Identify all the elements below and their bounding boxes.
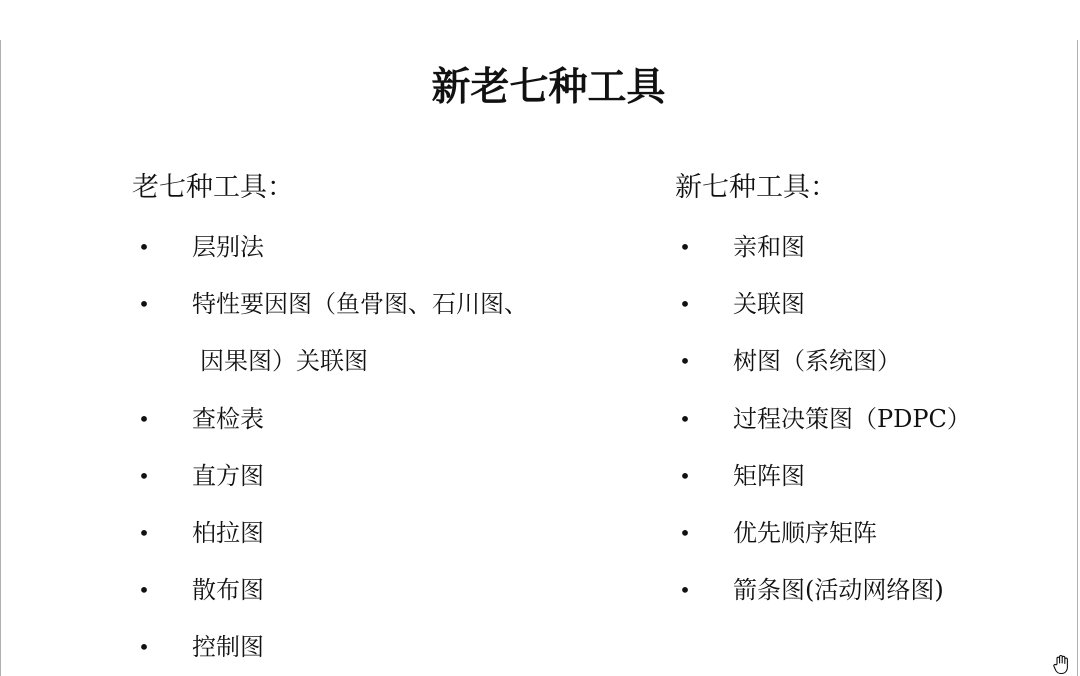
list-item-label: 过程决策图（PDPC） xyxy=(733,404,971,433)
bullet-icon: • xyxy=(679,235,691,259)
list-item-label: 树图（系统图） xyxy=(733,347,901,376)
list-item-label: 直方图 xyxy=(192,461,264,490)
page-title: 新老七种工具 xyxy=(431,65,666,110)
bullet-icon: • xyxy=(138,406,150,431)
list-item-label: 矩阵图 xyxy=(733,461,805,490)
list-item-label: 层别法 xyxy=(192,233,264,261)
bullet-icon: • xyxy=(138,578,150,603)
bullet-icon: • xyxy=(138,292,150,317)
list-item-label: 关联图 xyxy=(733,290,805,319)
bullet-icon: • xyxy=(138,520,150,545)
list-item xyxy=(134,287,614,344)
list-item xyxy=(134,573,614,630)
list-item-label: 箭条图(活动网络图) xyxy=(733,576,944,605)
page-right-border xyxy=(1077,40,1078,676)
list-item xyxy=(675,459,1055,516)
list-item xyxy=(675,230,1055,287)
hand-pointer-icon xyxy=(1051,653,1073,675)
list-item xyxy=(134,630,614,676)
list-item-label: 散布图 xyxy=(192,576,264,605)
list-item xyxy=(134,516,614,573)
bullet-icon: • xyxy=(679,463,691,488)
bullet-icon: • xyxy=(679,406,691,431)
bullet-icon: • xyxy=(138,463,150,488)
list-item-label: 柏拉图 xyxy=(192,518,264,547)
new-tools-heading: 新七种工具： xyxy=(675,172,837,203)
old-tools-list xyxy=(134,230,614,676)
list-item xyxy=(134,459,614,516)
bullet-icon: • xyxy=(138,635,150,660)
list-item-label: 查检表 xyxy=(192,404,264,433)
list-item xyxy=(675,344,1055,401)
list-item-label: 特性要因图（鱼骨图、石川图、 xyxy=(192,290,528,319)
list-item xyxy=(675,573,1055,630)
bullet-icon: • xyxy=(138,235,150,259)
bullet-icon: • xyxy=(679,349,691,374)
old-tools-heading: 老七种工具： xyxy=(132,172,294,203)
list-item xyxy=(134,230,614,287)
list-item-continuation xyxy=(134,344,614,401)
list-item xyxy=(675,402,1055,459)
list-item xyxy=(134,402,614,459)
list-item-label: 亲和图 xyxy=(733,233,805,261)
bullet-icon: • xyxy=(679,292,691,317)
page-left-border xyxy=(0,40,1,676)
list-item-label: 优先顺序矩阵 xyxy=(733,518,877,547)
list-item-label: 因果图）关联图 xyxy=(200,347,368,376)
bullet-icon: • xyxy=(679,520,691,545)
list-item xyxy=(675,516,1055,573)
list-item xyxy=(675,287,1055,344)
bullet-icon: • xyxy=(679,578,691,603)
list-item-label: 控制图 xyxy=(192,633,264,662)
new-tools-list xyxy=(675,230,1055,630)
